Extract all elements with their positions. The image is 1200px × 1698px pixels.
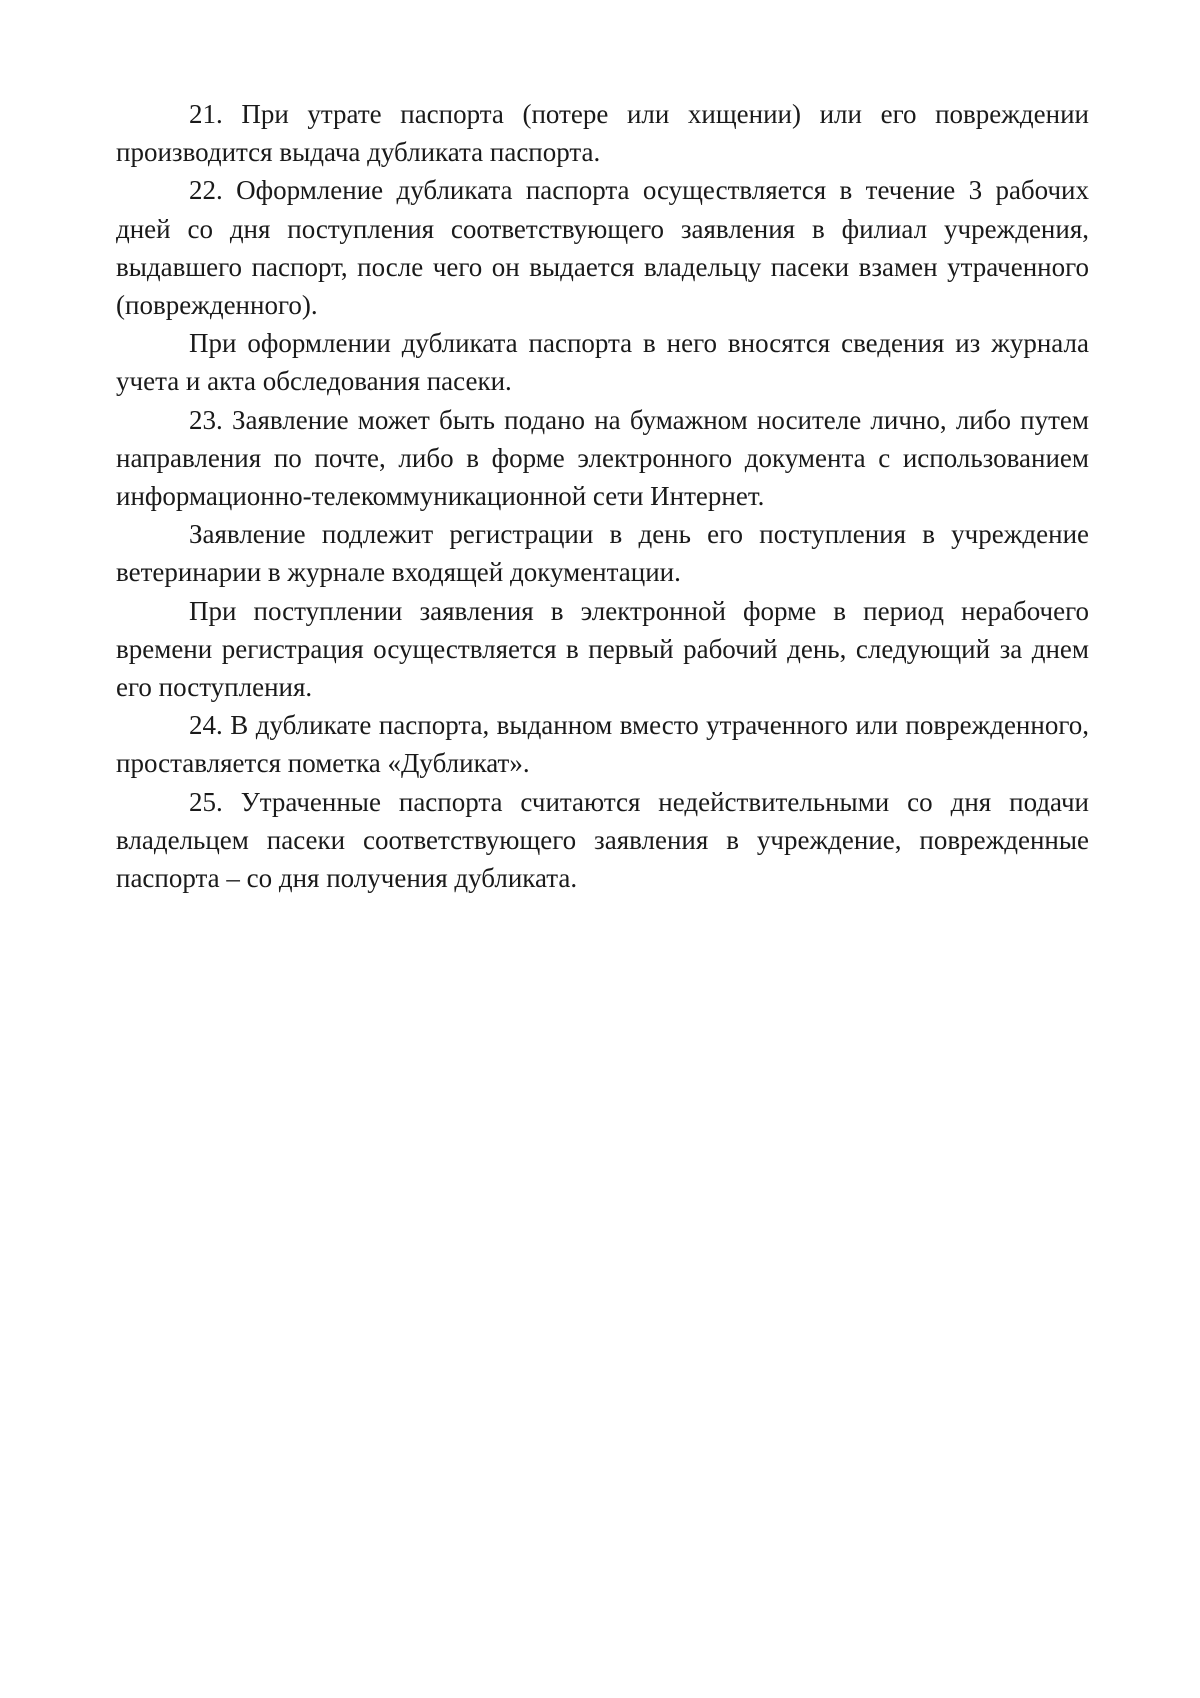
paragraph-22-continuation: При оформлении дубликата паспорта в него вносятся сведения из журнала учета и акта обследования пасеки. <box>116 328 1089 397</box>
paragraph-23-electronic: При поступлении заявления в электронной форме в период нерабочего времени регистрация осуществляется в первый рабочий день, следующий за днем его поступления. <box>116 595 1089 703</box>
paragraph-23-registration: Заявление подлежит регистрации в день его поступления в учреждение ветеринарии в журнале входящей документации. <box>116 519 1089 588</box>
paragraph-22: 22. Оформление дубликата паспорта осуществляется в течение 3 рабочих дней со дня поступления соответствующего заявления в филиал учреждения, выдавшего паспорт, после чего он выдается владельцу пасеки взамен утраченного (поврежденного). <box>116 175 1089 321</box>
document-body <box>116 95 1089 897</box>
paragraph-25: 25. Утраченные паспорта считаются недействительными со дня подачи владельцем пасеки соответствующего заявления в учреждение, поврежденные паспорта – со дня получения дубликата. <box>116 786 1089 894</box>
paragraph-23: 23. Заявление может быть подано на бумажном носителе лично, либо путем направления по почте, либо в форме электронного документа с использованием информационно-телекоммуникационной сети Интернет. <box>116 404 1089 512</box>
paragraph-24: 24. В дубликате паспорта, выданном вместо утраченного или поврежденного, проставляется пометка «Дубликат». <box>116 710 1089 779</box>
paragraph-21: 21. При утрате паспорта (потере или хищении) или его повреждении производится выдача дубликата паспорта. <box>116 99 1089 168</box>
